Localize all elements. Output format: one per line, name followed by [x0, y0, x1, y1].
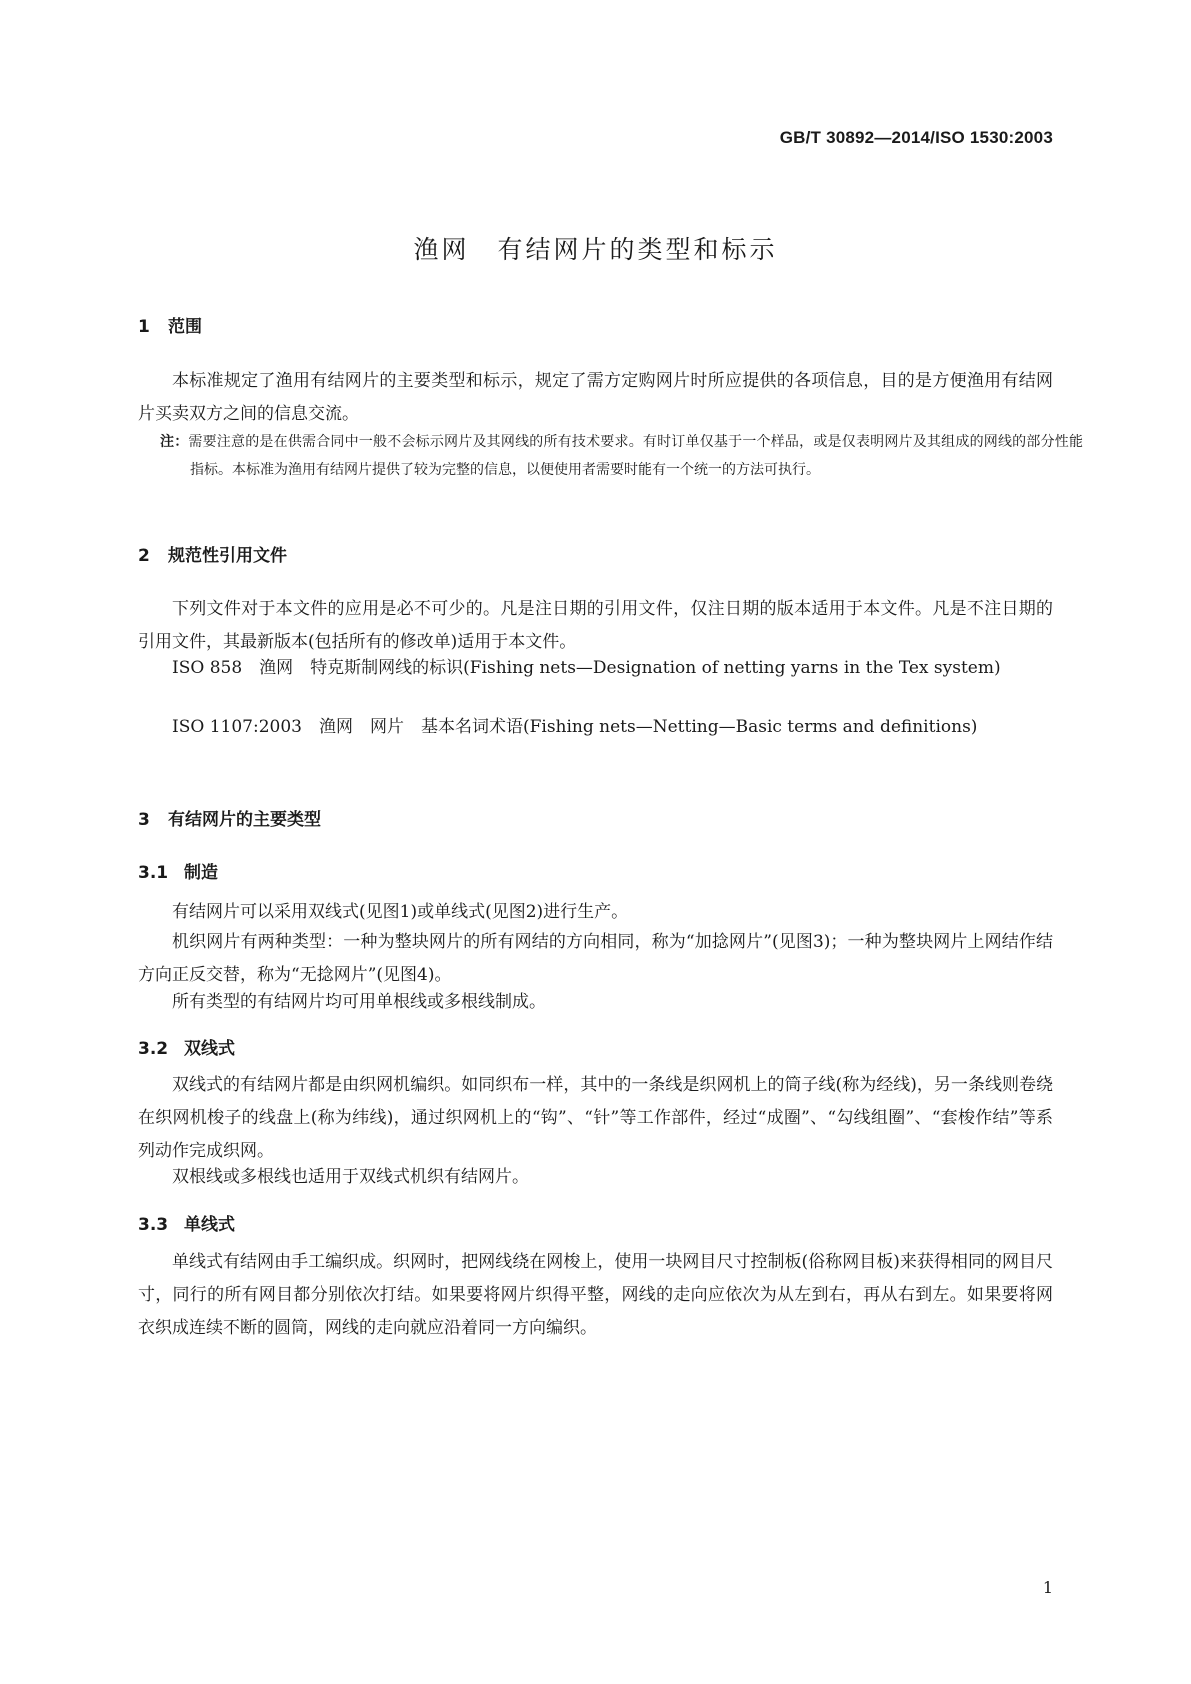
page-number: 1 [1042, 1578, 1053, 1597]
section-number: 3.2 [138, 1039, 169, 1059]
section-3-2-paragraph-1: 双线式的有结网片都是由织网机编织。如同织布一样，其中的一条线是织网机上的筒子线(称为经线)，另一条线则卷绕在织网机梭子的线盘上(称为纬线)，通过织网机上的“钩”、“针”等工作部件，经过“成圈”、“勾线组圈”、“套梭作结”等系列动作完成织网。 [138, 1075, 1053, 1161]
standard-code: GB/T 30892—2014/ISO 1530:2003 [779, 128, 1053, 147]
section-3-3-paragraph: 单线式有结网由手工编织成。织网时，把网线绕在网梭上，使用一块网目尺寸控制板(俗称网目板)来获得相同的网目尺寸，同行的所有网目都分别依次打结。如果要将网片织得平整，网线的走向应依次为从左到右，再从右到左。如果要将网衣织成连续不断的圆筒，网线的走向就应沿着同一方向编织。 [138, 1252, 1053, 1338]
section-3-2-paragraph-2: 双根线或多根线也适用于双线式机织有结网片。 [172, 1167, 529, 1187]
section-title: 范围 [168, 317, 202, 337]
section-title: 规范性引用文件 [168, 546, 287, 566]
section-3-heading [138, 805, 321, 830]
section-3-1-paragraph-1: 有结网片可以采用双线式(见图1)或单线式(见图2)进行生产。 [172, 902, 629, 922]
section-3-2-heading [138, 1034, 235, 1059]
normative-reference-iso-858: ISO 858 渔网 特克斯制网线的标识(Fishing nets—Designation of netting yarns in the Tex system) [172, 658, 1001, 678]
section-1-paragraph: 本标准规定了渔用有结网片的主要类型和标示，规定了需方定购网片时所应提供的各项信息，目的是方便渔用有结网片买卖双方之间的信息交流。 [138, 371, 1053, 424]
section-number: 3.1 [138, 863, 169, 883]
document-title: 渔网 有结网片的类型和标示 [413, 235, 778, 264]
section-3-3-heading [138, 1210, 235, 1235]
section-1-heading [138, 312, 202, 337]
note-text: 需要注意的是在供需合同中一般不会标示网片及其网线的所有技术要求。有时订单仅基于一个样品，或是仅表明网片及其组成的网线的部分性能指标。本标准为渔用有结网片提供了较为完整的信息，以便使用者需要时能有一个统一的方法可执行。 [188, 434, 1083, 478]
section-3-1-paragraph-3: 所有类型的有结网片均可用单根线或多根线制成。 [172, 992, 546, 1012]
section-2-heading [138, 541, 287, 566]
note-label: 注： [160, 434, 189, 450]
section-2-paragraph: 下列文件对于本文件的应用是必不可少的。凡是注日期的引用文件，仅注日期的版本适用于本文件。凡是不注日期的引用文件，其最新版本(包括所有的修改单)适用于本文件。 [138, 599, 1053, 652]
section-title: 制造 [184, 863, 218, 883]
section-number: 1 [138, 317, 150, 337]
section-number: 3.3 [138, 1215, 169, 1235]
section-3-1-paragraph-2: 机织网片有两种类型：一种为整块网片的所有网结的方向相同，称为“加捻网片”(见图3)；一种为整块网片上网结作结方向正反交替，称为“无捻网片”(见图4)。 [138, 932, 1053, 985]
section-title: 单线式 [184, 1215, 235, 1235]
section-number: 3 [138, 810, 150, 830]
section-number: 2 [138, 546, 150, 566]
section-title: 双线式 [184, 1039, 235, 1059]
normative-reference-iso-1107: ISO 1107:2003 渔网 网片 基本名词术语(Fishing nets—Netting—Basic terms and definitions) [172, 717, 978, 737]
section-1-note [160, 428, 1083, 484]
section-3-1-heading [138, 858, 218, 883]
section-title: 有结网片的主要类型 [168, 810, 321, 830]
